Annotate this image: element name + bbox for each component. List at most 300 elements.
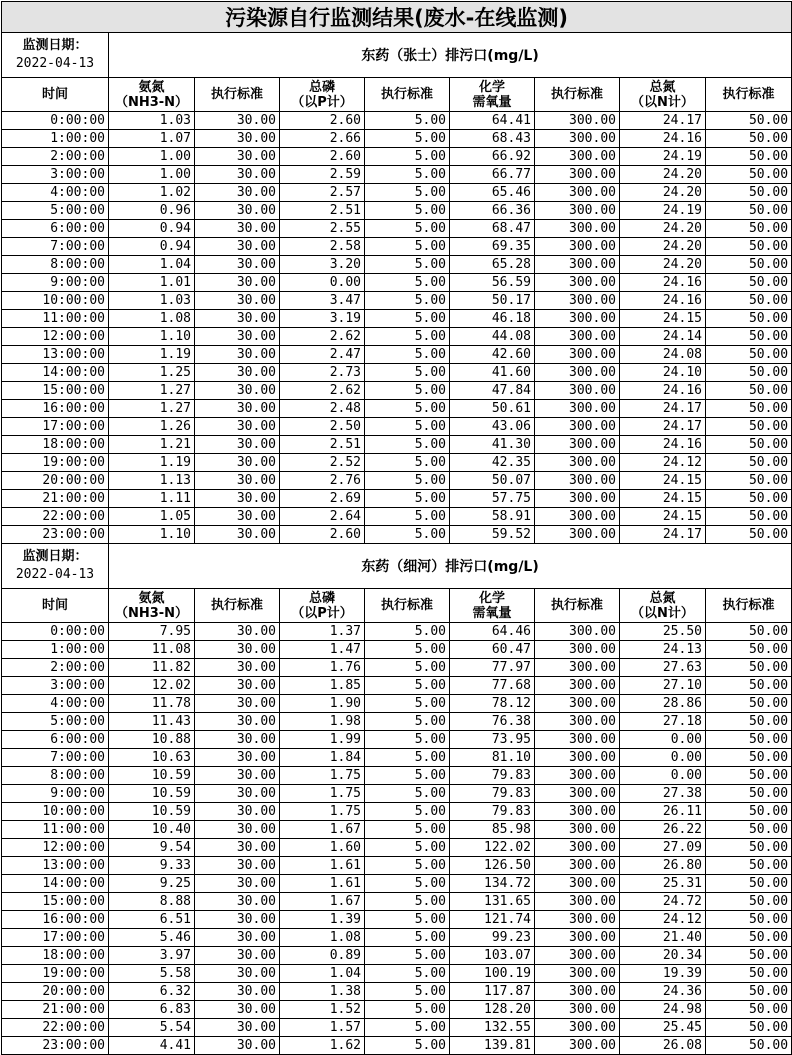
value-cell: 300.00 — [535, 184, 620, 202]
time-cell: 10:00:00 — [2, 292, 109, 310]
monitoring-date — [2, 544, 109, 589]
value-cell: 50.00 — [706, 641, 792, 659]
value-cell: 24.16 — [620, 274, 706, 292]
value-cell: 50.07 — [450, 472, 535, 490]
time-cell: 0:00:00 — [2, 112, 109, 130]
value-cell: 122.02 — [450, 839, 535, 857]
value-cell: 300.00 — [535, 659, 620, 677]
column-header-line2: 需氧量 — [472, 94, 512, 110]
value-cell: 6.83 — [109, 1001, 195, 1019]
value-cell: 300.00 — [535, 839, 620, 857]
value-cell: 24.14 — [620, 328, 706, 346]
value-cell: 30.00 — [195, 857, 280, 875]
value-cell: 1.08 — [109, 310, 195, 328]
value-cell: 50.00 — [706, 767, 792, 785]
value-cell: 300.00 — [535, 983, 620, 1001]
value-cell: 1.01 — [109, 274, 195, 292]
value-cell: 30.00 — [195, 1019, 280, 1037]
value-cell: 20.34 — [620, 947, 706, 965]
value-cell: 2.59 — [280, 166, 365, 184]
value-cell: 24.17 — [620, 400, 706, 418]
value-cell: 1.19 — [109, 454, 195, 472]
value-cell: 30.00 — [195, 418, 280, 436]
value-cell: 5.00 — [365, 1019, 450, 1037]
monitoring-date-label: 监测日期： — [22, 38, 88, 53]
value-cell: 1.21 — [109, 436, 195, 454]
column-header-line2: 需氧量 — [472, 605, 512, 621]
value-cell: 5.00 — [365, 983, 450, 1001]
monitoring-table — [1, 1, 792, 1055]
column-header — [620, 78, 706, 112]
value-cell: 131.65 — [450, 893, 535, 911]
value-cell: 5.00 — [365, 166, 450, 184]
value-cell: 2.64 — [280, 508, 365, 526]
value-cell: 300.00 — [535, 436, 620, 454]
value-cell: 50.00 — [706, 911, 792, 929]
column-header-line1: 执行标准 — [380, 87, 433, 102]
value-cell: 24.16 — [620, 130, 706, 148]
value-cell: 30.00 — [195, 713, 280, 731]
column-header — [620, 589, 706, 623]
value-cell: 117.87 — [450, 983, 535, 1001]
value-cell: 5.00 — [365, 184, 450, 202]
time-cell: 6:00:00 — [2, 220, 109, 238]
value-cell: 0.96 — [109, 202, 195, 220]
value-cell: 300.00 — [535, 382, 620, 400]
value-cell: 24.20 — [620, 166, 706, 184]
value-cell: 1.10 — [109, 526, 195, 544]
time-cell: 15:00:00 — [2, 893, 109, 911]
value-cell: 5.00 — [365, 839, 450, 857]
column-header-line2: （NH3-N） — [114, 94, 189, 110]
value-cell: 2.60 — [280, 112, 365, 130]
value-cell: 1.99 — [280, 731, 365, 749]
value-cell: 50.00 — [706, 983, 792, 1001]
value-cell: 1.19 — [109, 346, 195, 364]
value-cell: 5.00 — [365, 947, 450, 965]
value-cell: 24.17 — [620, 418, 706, 436]
value-cell: 50.00 — [706, 184, 792, 202]
value-cell: 50.00 — [706, 472, 792, 490]
value-cell: 5.00 — [365, 220, 450, 238]
value-cell: 24.98 — [620, 1001, 706, 1019]
time-cell: 2:00:00 — [2, 148, 109, 166]
table-row — [2, 929, 792, 947]
value-cell: 5.00 — [365, 965, 450, 983]
column-header-line1: 执行标准 — [550, 598, 603, 613]
value-cell: 5.00 — [365, 112, 450, 130]
monitoring-date — [2, 33, 109, 78]
value-cell: 50.00 — [706, 292, 792, 310]
value-cell: 50.00 — [706, 803, 792, 821]
column-header-row — [2, 589, 792, 623]
value-cell: 5.00 — [365, 238, 450, 256]
value-cell: 24.10 — [620, 364, 706, 382]
column-header-line1: 时间 — [41, 87, 68, 102]
time-cell: 17:00:00 — [2, 929, 109, 947]
value-cell: 30.00 — [195, 184, 280, 202]
value-cell: 65.46 — [450, 184, 535, 202]
value-cell: 300.00 — [535, 749, 620, 767]
time-cell: 11:00:00 — [2, 310, 109, 328]
value-cell: 300.00 — [535, 526, 620, 544]
table-row — [2, 436, 792, 454]
value-cell: 5.00 — [365, 695, 450, 713]
table-row — [2, 472, 792, 490]
table-row — [2, 184, 792, 202]
value-cell: 10.59 — [109, 767, 195, 785]
column-header — [2, 589, 109, 623]
value-cell: 50.00 — [706, 328, 792, 346]
value-cell: 30.00 — [195, 202, 280, 220]
time-cell: 13:00:00 — [2, 857, 109, 875]
value-cell: 300.00 — [535, 623, 620, 641]
value-cell: 300.00 — [535, 947, 620, 965]
value-cell: 300.00 — [535, 821, 620, 839]
value-cell: 50.00 — [706, 839, 792, 857]
value-cell: 1.05 — [109, 508, 195, 526]
value-cell: 9.54 — [109, 839, 195, 857]
time-cell: 12:00:00 — [2, 328, 109, 346]
value-cell: 27.10 — [620, 677, 706, 695]
value-cell: 11.43 — [109, 713, 195, 731]
value-cell: 300.00 — [535, 148, 620, 166]
value-cell: 30.00 — [195, 767, 280, 785]
value-cell: 30.00 — [195, 893, 280, 911]
value-cell: 30.00 — [195, 166, 280, 184]
value-cell: 300.00 — [535, 731, 620, 749]
column-header-line1: 氨氮 — [138, 79, 165, 95]
column-header — [535, 78, 620, 112]
value-cell: 50.00 — [706, 875, 792, 893]
time-cell: 17:00:00 — [2, 418, 109, 436]
value-cell: 30.00 — [195, 490, 280, 508]
value-cell: 50.00 — [706, 929, 792, 947]
value-cell: 5.00 — [365, 274, 450, 292]
value-cell: 50.00 — [706, 382, 792, 400]
value-cell: 79.83 — [450, 785, 535, 803]
value-cell: 1.57 — [280, 1019, 365, 1037]
value-cell: 30.00 — [195, 1037, 280, 1055]
value-cell: 5.00 — [365, 893, 450, 911]
value-cell: 5.00 — [365, 418, 450, 436]
value-cell: 5.58 — [109, 965, 195, 983]
value-cell: 26.22 — [620, 821, 706, 839]
column-header-line1: 总磷 — [308, 79, 335, 95]
table-row — [2, 803, 792, 821]
column-header — [706, 78, 792, 112]
value-cell: 5.00 — [365, 508, 450, 526]
time-cell: 6:00:00 — [2, 731, 109, 749]
value-cell: 43.06 — [450, 418, 535, 436]
value-cell: 1.04 — [109, 256, 195, 274]
value-cell: 300.00 — [535, 346, 620, 364]
table-row — [2, 749, 792, 767]
value-cell: 24.17 — [620, 112, 706, 130]
time-cell: 20:00:00 — [2, 983, 109, 1001]
value-cell: 46.18 — [450, 310, 535, 328]
table-row — [2, 364, 792, 382]
value-cell: 2.66 — [280, 130, 365, 148]
value-cell: 1.00 — [109, 166, 195, 184]
value-cell: 300.00 — [535, 364, 620, 382]
value-cell: 24.17 — [620, 526, 706, 544]
table-row — [2, 1001, 792, 1019]
value-cell: 5.00 — [365, 364, 450, 382]
value-cell: 30.00 — [195, 400, 280, 418]
value-cell: 24.15 — [620, 310, 706, 328]
value-cell: 300.00 — [535, 112, 620, 130]
value-cell: 30.00 — [195, 821, 280, 839]
value-cell: 79.83 — [450, 803, 535, 821]
value-cell: 300.00 — [535, 875, 620, 893]
column-header-line1: 总氮 — [649, 590, 676, 606]
value-cell: 2.76 — [280, 472, 365, 490]
value-cell: 30.00 — [195, 803, 280, 821]
column-header-line1: 总氮 — [649, 79, 676, 95]
value-cell: 50.00 — [706, 1001, 792, 1019]
table-row — [2, 112, 792, 130]
value-cell: 25.31 — [620, 875, 706, 893]
time-cell: 18:00:00 — [2, 436, 109, 454]
value-cell: 24.19 — [620, 202, 706, 220]
column-header-line1: 执行标准 — [550, 87, 603, 102]
time-cell: 12:00:00 — [2, 839, 109, 857]
value-cell: 126.50 — [450, 857, 535, 875]
section-header-row — [2, 544, 792, 589]
value-cell: 24.20 — [620, 184, 706, 202]
value-cell: 30.00 — [195, 238, 280, 256]
value-cell: 30.00 — [195, 641, 280, 659]
time-cell: 15:00:00 — [2, 382, 109, 400]
value-cell: 30.00 — [195, 112, 280, 130]
column-header-line1: 执行标准 — [210, 598, 263, 613]
value-cell: 66.36 — [450, 202, 535, 220]
value-cell: 1.02 — [109, 184, 195, 202]
value-cell: 50.00 — [706, 947, 792, 965]
value-cell: 5.00 — [365, 490, 450, 508]
value-cell: 5.00 — [365, 857, 450, 875]
time-cell: 4:00:00 — [2, 184, 109, 202]
value-cell: 2.51 — [280, 202, 365, 220]
time-cell: 21:00:00 — [2, 1001, 109, 1019]
column-header — [109, 589, 195, 623]
value-cell: 64.46 — [450, 623, 535, 641]
value-cell: 3.47 — [280, 292, 365, 310]
time-cell: 19:00:00 — [2, 454, 109, 472]
value-cell: 30.00 — [195, 677, 280, 695]
value-cell: 1.67 — [280, 821, 365, 839]
value-cell: 69.35 — [450, 238, 535, 256]
value-cell: 300.00 — [535, 911, 620, 929]
column-header — [365, 589, 450, 623]
time-cell: 7:00:00 — [2, 238, 109, 256]
time-cell: 14:00:00 — [2, 875, 109, 893]
column-header-line1: 化学 — [478, 590, 505, 606]
value-cell: 50.00 — [706, 526, 792, 544]
column-header — [2, 78, 109, 112]
column-header — [450, 78, 535, 112]
value-cell: 5.00 — [365, 526, 450, 544]
table-row — [2, 677, 792, 695]
time-cell: 23:00:00 — [2, 1037, 109, 1055]
value-cell: 5.00 — [365, 1037, 450, 1055]
value-cell: 24.15 — [620, 490, 706, 508]
value-cell: 79.83 — [450, 767, 535, 785]
value-cell: 30.00 — [195, 328, 280, 346]
value-cell: 100.19 — [450, 965, 535, 983]
column-header — [280, 78, 365, 112]
value-cell: 30.00 — [195, 911, 280, 929]
value-cell: 50.00 — [706, 490, 792, 508]
value-cell: 50.00 — [706, 238, 792, 256]
value-cell: 30.00 — [195, 274, 280, 292]
value-cell: 1.52 — [280, 1001, 365, 1019]
value-cell: 50.00 — [706, 112, 792, 130]
value-cell: 2.48 — [280, 400, 365, 418]
value-cell: 5.00 — [365, 310, 450, 328]
time-cell: 22:00:00 — [2, 508, 109, 526]
value-cell: 1.62 — [280, 1037, 365, 1055]
monitoring-date-value: 2022-04-13 — [15, 56, 95, 71]
column-header-line2: （以P计） — [291, 94, 353, 110]
value-cell: 19.39 — [620, 965, 706, 983]
value-cell: 121.74 — [450, 911, 535, 929]
column-header-line1: 氨氮 — [138, 590, 165, 606]
value-cell: 5.00 — [365, 202, 450, 220]
value-cell: 2.51 — [280, 436, 365, 454]
table-row — [2, 238, 792, 256]
value-cell: 300.00 — [535, 202, 620, 220]
value-cell: 30.00 — [195, 472, 280, 490]
table-row — [2, 641, 792, 659]
value-cell: 11.78 — [109, 695, 195, 713]
value-cell: 1.76 — [280, 659, 365, 677]
value-cell: 30.00 — [195, 623, 280, 641]
table-row — [2, 400, 792, 418]
value-cell: 66.77 — [450, 166, 535, 184]
value-cell: 300.00 — [535, 641, 620, 659]
value-cell: 30.00 — [195, 731, 280, 749]
table-row — [2, 659, 792, 677]
value-cell: 1.38 — [280, 983, 365, 1001]
value-cell: 26.11 — [620, 803, 706, 821]
value-cell: 2.69 — [280, 490, 365, 508]
time-cell: 5:00:00 — [2, 202, 109, 220]
value-cell: 134.72 — [450, 875, 535, 893]
value-cell: 139.81 — [450, 1037, 535, 1055]
value-cell: 30.00 — [195, 364, 280, 382]
value-cell: 2.62 — [280, 382, 365, 400]
time-cell: 23:00:00 — [2, 526, 109, 544]
table-row — [2, 490, 792, 508]
value-cell: 24.19 — [620, 148, 706, 166]
value-cell: 1.08 — [280, 929, 365, 947]
value-cell: 10.88 — [109, 731, 195, 749]
value-cell: 5.00 — [365, 821, 450, 839]
value-cell: 50.00 — [706, 436, 792, 454]
table-row — [2, 220, 792, 238]
time-cell: 9:00:00 — [2, 785, 109, 803]
value-cell: 0.94 — [109, 220, 195, 238]
value-cell: 5.00 — [365, 659, 450, 677]
value-cell: 2.73 — [280, 364, 365, 382]
value-cell: 0.89 — [280, 947, 365, 965]
value-cell: 50.00 — [706, 310, 792, 328]
value-cell: 2.55 — [280, 220, 365, 238]
value-cell: 30.00 — [195, 526, 280, 544]
value-cell: 6.32 — [109, 983, 195, 1001]
value-cell: 58.91 — [450, 508, 535, 526]
value-cell: 50.00 — [706, 202, 792, 220]
time-cell: 13:00:00 — [2, 346, 109, 364]
column-header — [195, 78, 280, 112]
column-header-line2: （以N计） — [631, 605, 694, 621]
value-cell: 1.00 — [109, 148, 195, 166]
value-cell: 68.43 — [450, 130, 535, 148]
table-row — [2, 292, 792, 310]
value-cell: 5.00 — [365, 292, 450, 310]
value-cell: 30.00 — [195, 130, 280, 148]
value-cell: 2.50 — [280, 418, 365, 436]
column-header-line1: 执行标准 — [380, 598, 433, 613]
value-cell: 30.00 — [195, 749, 280, 767]
value-cell: 59.52 — [450, 526, 535, 544]
value-cell: 10.59 — [109, 803, 195, 821]
value-cell: 30.00 — [195, 947, 280, 965]
value-cell: 24.16 — [620, 436, 706, 454]
value-cell: 25.45 — [620, 1019, 706, 1037]
value-cell: 5.00 — [365, 1001, 450, 1019]
value-cell: 50.00 — [706, 364, 792, 382]
value-cell: 5.46 — [109, 929, 195, 947]
value-cell: 300.00 — [535, 893, 620, 911]
value-cell: 1.07 — [109, 130, 195, 148]
value-cell: 65.28 — [450, 256, 535, 274]
value-cell: 5.00 — [365, 875, 450, 893]
column-header-line1: 时间 — [41, 598, 68, 613]
table-row — [2, 328, 792, 346]
value-cell: 24.20 — [620, 220, 706, 238]
value-cell: 2.60 — [280, 526, 365, 544]
column-header — [450, 589, 535, 623]
value-cell: 50.00 — [706, 400, 792, 418]
column-header — [109, 78, 195, 112]
value-cell: 7.95 — [109, 623, 195, 641]
table-row — [2, 166, 792, 184]
value-cell: 77.68 — [450, 677, 535, 695]
value-cell: 1.61 — [280, 857, 365, 875]
time-cell: 14:00:00 — [2, 364, 109, 382]
value-cell: 24.12 — [620, 454, 706, 472]
value-cell: 24.08 — [620, 346, 706, 364]
value-cell: 300.00 — [535, 220, 620, 238]
value-cell: 0.00 — [280, 274, 365, 292]
value-cell: 50.00 — [706, 695, 792, 713]
time-cell: 10:00:00 — [2, 803, 109, 821]
value-cell: 50.00 — [706, 713, 792, 731]
table-row — [2, 911, 792, 929]
table-row — [2, 202, 792, 220]
value-cell: 30.00 — [195, 292, 280, 310]
value-cell: 5.00 — [365, 328, 450, 346]
value-cell: 1.04 — [280, 965, 365, 983]
value-cell: 24.36 — [620, 983, 706, 1001]
value-cell: 30.00 — [195, 148, 280, 166]
value-cell: 1.98 — [280, 713, 365, 731]
value-cell: 132.55 — [450, 1019, 535, 1037]
value-cell: 56.59 — [450, 274, 535, 292]
